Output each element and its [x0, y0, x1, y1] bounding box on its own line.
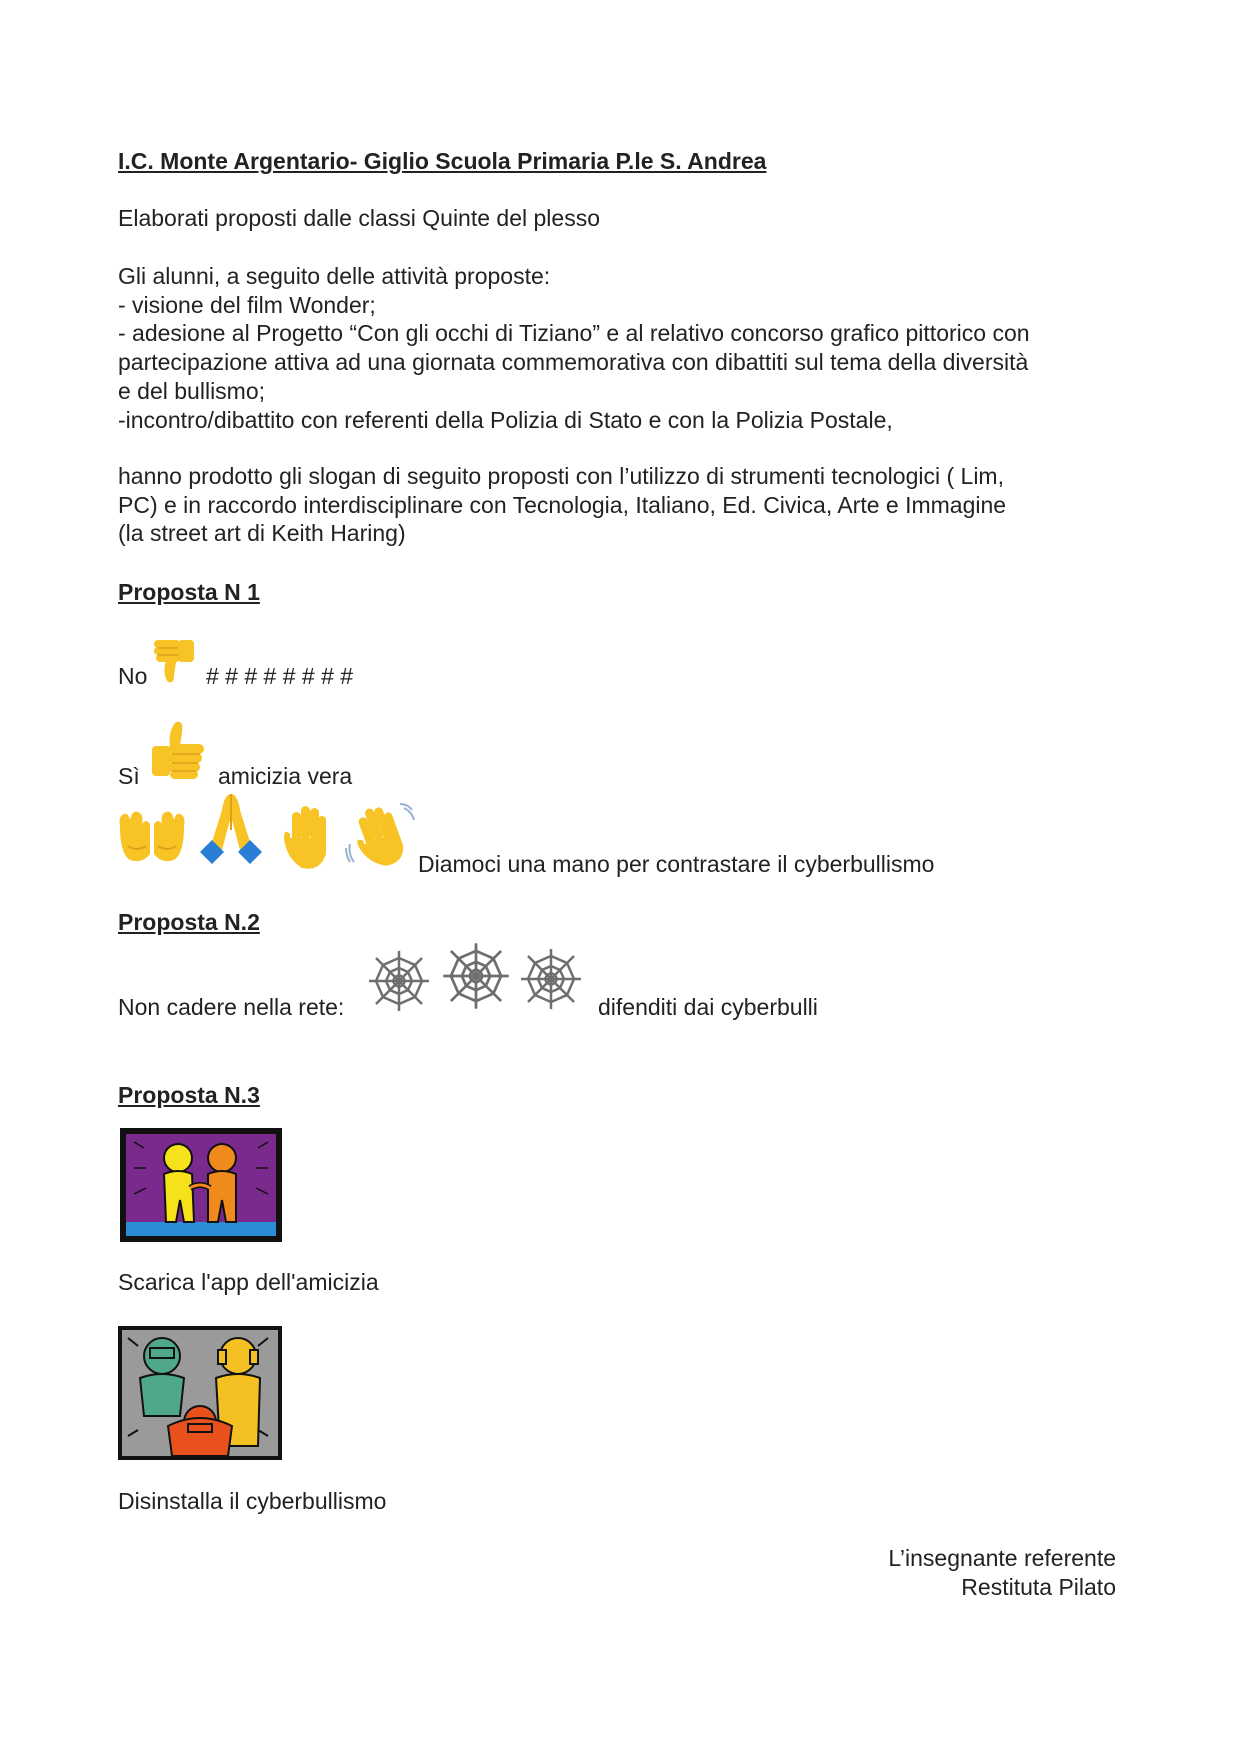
intro-line: -incontro/dibattito con referenti della Polizia di Stato e con la Polizia Postale,: [118, 406, 893, 433]
proposal-2-suffix: difenditi dai cyberbulli: [598, 994, 818, 1020]
result-line: (la street art di Keith Haring): [118, 520, 406, 547]
proposal-3-heading: Proposta N.3: [118, 1082, 260, 1108]
proposal-2-prefix: Non cadere nella rete:: [118, 994, 345, 1020]
proposal-1-hashtags: # # # # # # # #: [206, 663, 354, 689]
intro-line: - visione del film Wonder;: [118, 291, 376, 318]
spider-web-icon: [366, 948, 432, 1014]
proposal-1-yes-label: Sì: [118, 763, 140, 789]
proposal-3-caption-friendship: Scarica l'app dell'amicizia: [118, 1269, 379, 1295]
result-paragraph: [118, 462, 1138, 548]
document-title: I.C. Monte Argentario- Giglio Scuola Primaria P.le S. Andrea: [118, 148, 767, 174]
raised-hand-icon: [280, 802, 336, 872]
palms-up-icon: [116, 806, 188, 866]
intro-line: e del bullismo;: [118, 377, 266, 404]
proposal-1-hand-slogan: Diamoci una mano per contrastare il cyberbullismo: [418, 851, 935, 877]
intro-line: Gli alunni, a seguito delle attività proposte:: [118, 263, 551, 289]
proposal-3-caption-uninstall: Disinstalla il cyberbullismo: [118, 1488, 387, 1514]
haring-no-evil-image: [118, 1326, 282, 1460]
proposal-1-friendship-text: amicizia vera: [218, 763, 353, 789]
folded-hands-icon: [194, 790, 268, 870]
signature-name: Restituta Pilato: [961, 1574, 1116, 1600]
intro-line: - adesione al Progetto “Con gli occhi di Tiziano” e al relativo concorso grafico pittorico con: [118, 320, 1030, 347]
proposal-2-heading: Proposta N.2: [118, 909, 260, 935]
haring-friends-image: [120, 1128, 282, 1242]
thumbs-up-icon: [148, 718, 210, 782]
signature-role: L’insegnante referente: [888, 1545, 1116, 1571]
thumbs-down-icon: [148, 636, 200, 688]
intro-line: partecipazione attiva ad una giornata commemorativa con dibattiti sul tema della diversità: [118, 349, 1029, 376]
result-line: hanno prodotto gli slogan di seguito proposti con l’utilizzo di strumenti tecnologici ( Lim,: [118, 463, 1004, 489]
waving-hand-icon: [344, 800, 416, 872]
proposal-1-heading: Proposta N 1: [118, 579, 260, 605]
intro-paragraph: [118, 262, 1138, 434]
result-line: PC) e in raccordo interdisciplinare con Tecnologia, Italiano, Ed. Civica, Arte e Immagine: [118, 491, 1007, 518]
spider-web-icon: [518, 946, 584, 1012]
document-subtitle: Elaborati proposti dalle classi Quinte del plesso: [118, 205, 600, 231]
proposal-1-no-label: No: [118, 663, 148, 689]
spider-web-icon: [440, 940, 512, 1012]
